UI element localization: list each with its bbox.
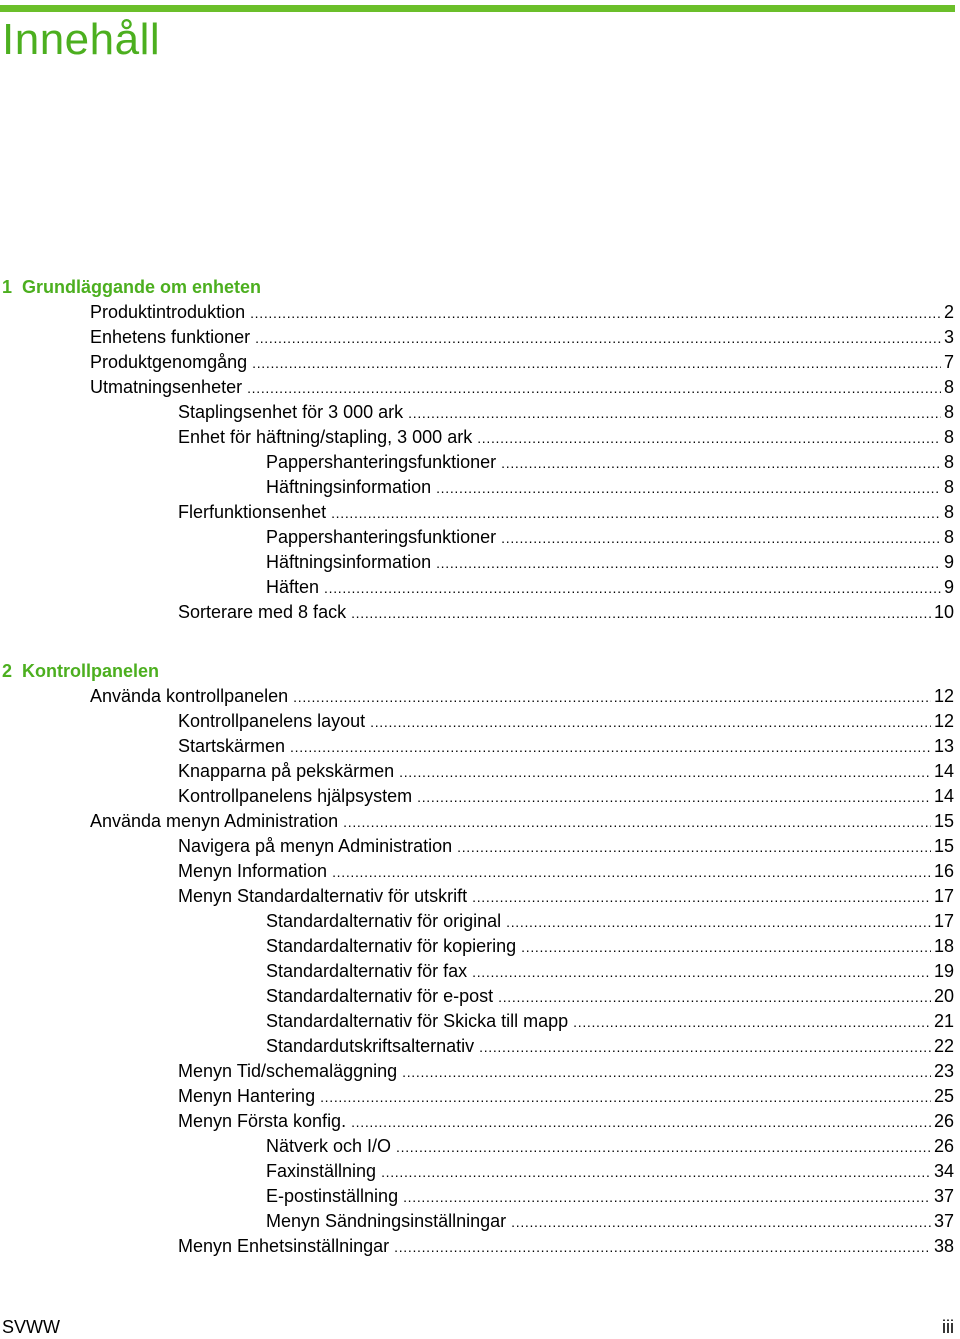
toc-entry-page: 22 bbox=[933, 1036, 954, 1056]
toc-entry-label: Kontrollpanelens layout bbox=[178, 711, 366, 731]
toc-entry-label: Häften bbox=[266, 577, 320, 597]
toc-entry-page: 18 bbox=[933, 936, 954, 956]
toc-entry[interactable] bbox=[0, 884, 954, 909]
dot-leader bbox=[332, 860, 931, 885]
toc-entry[interactable] bbox=[0, 350, 954, 375]
toc-entry-page: 23 bbox=[933, 1061, 954, 1081]
toc-entry-page: 14 bbox=[933, 761, 954, 781]
dot-leader bbox=[506, 910, 931, 935]
toc-entry-label: Använda kontrollpanelen bbox=[90, 686, 289, 706]
dot-leader bbox=[511, 1210, 931, 1235]
toc-entry[interactable] bbox=[0, 834, 954, 859]
toc-entry[interactable] bbox=[0, 709, 954, 734]
toc-entry-label: Menyn Information bbox=[178, 861, 328, 881]
toc-entry-page: 8 bbox=[943, 527, 954, 547]
toc-entry[interactable] bbox=[0, 1184, 954, 1209]
toc-entry-label: Produktintroduktion bbox=[90, 302, 246, 322]
toc-entry-label: Standardalternativ för e-post bbox=[266, 986, 494, 1006]
dot-leader bbox=[436, 551, 941, 576]
toc-entry-label: Menyn Sändningsinställningar bbox=[266, 1211, 507, 1231]
dot-leader bbox=[573, 1010, 931, 1035]
dot-leader bbox=[501, 526, 941, 551]
toc-entry-label: Menyn Enhetsinställningar bbox=[178, 1236, 390, 1256]
toc-entry[interactable] bbox=[0, 450, 954, 475]
toc-entry-page: 15 bbox=[933, 811, 954, 831]
chapter-title: Kontrollpanelen bbox=[22, 661, 160, 681]
toc-entry-label: Nätverk och I/O bbox=[266, 1136, 392, 1156]
toc-entry[interactable] bbox=[0, 784, 954, 809]
toc-entry-label: Använda menyn Administration bbox=[90, 811, 339, 831]
toc-entry-label: Knapparna på pekskärmen bbox=[178, 761, 395, 781]
dot-leader bbox=[247, 376, 941, 401]
dot-leader bbox=[381, 1160, 931, 1185]
toc-entry-page: 17 bbox=[933, 911, 954, 931]
toc-entry-page: 19 bbox=[933, 961, 954, 981]
toc-entry[interactable] bbox=[0, 300, 954, 325]
toc-entry[interactable] bbox=[0, 375, 954, 400]
table-of-contents bbox=[0, 275, 954, 1259]
footer-left: SVWW bbox=[2, 1317, 60, 1337]
toc-entry[interactable] bbox=[0, 1209, 954, 1234]
dot-leader bbox=[370, 710, 931, 735]
chapter-number: 2 bbox=[2, 661, 13, 681]
toc-entry[interactable] bbox=[0, 600, 954, 625]
toc-entry-label: Flerfunktionsenhet bbox=[178, 502, 327, 522]
toc-entry-label: Startskärmen bbox=[178, 736, 286, 756]
toc-entry[interactable] bbox=[0, 984, 954, 1009]
chapter-heading[interactable] bbox=[0, 659, 954, 684]
toc-entry[interactable] bbox=[0, 575, 954, 600]
toc-entry-label: Standardutskriftsalternativ bbox=[266, 1036, 475, 1056]
dot-leader bbox=[477, 426, 941, 451]
toc-entry[interactable] bbox=[0, 809, 954, 834]
toc-entry-label: Staplingsenhet för 3 000 ark bbox=[178, 402, 404, 422]
dot-leader bbox=[252, 351, 941, 376]
toc-entry[interactable] bbox=[0, 1009, 954, 1034]
toc-entry-label: Enhetens funktioner bbox=[90, 327, 251, 347]
toc-entry-label: E-postinställning bbox=[266, 1186, 399, 1206]
dot-leader bbox=[250, 301, 941, 326]
toc-entry[interactable] bbox=[0, 734, 954, 759]
page-number: iii bbox=[942, 1317, 954, 1337]
dot-leader bbox=[293, 685, 931, 710]
toc-entry[interactable] bbox=[0, 400, 954, 425]
toc-entry-label: Produktgenomgång bbox=[90, 352, 248, 372]
chapter-title: Grundläggande om enheten bbox=[22, 277, 262, 297]
dot-leader bbox=[479, 1035, 931, 1060]
toc-entry-page: 8 bbox=[943, 452, 954, 472]
dot-leader bbox=[402, 1060, 931, 1085]
toc-entry[interactable] bbox=[0, 959, 954, 984]
toc-entry-label: Sorterare med 8 fack bbox=[178, 602, 347, 622]
toc-entry[interactable] bbox=[0, 909, 954, 934]
toc-entry-page: 9 bbox=[943, 577, 954, 597]
dot-leader bbox=[396, 1135, 931, 1160]
toc-entry-page: 8 bbox=[943, 502, 954, 522]
toc-entry-page: 12 bbox=[933, 711, 954, 731]
toc-entry-label: Häftningsinformation bbox=[266, 477, 432, 497]
chapter-number: 1 bbox=[2, 277, 13, 297]
toc-entry-page: 38 bbox=[933, 1236, 954, 1256]
dot-leader bbox=[290, 735, 931, 760]
toc-entry-page: 8 bbox=[943, 377, 954, 397]
dot-leader bbox=[521, 935, 931, 960]
dot-leader bbox=[417, 785, 931, 810]
toc-entry[interactable] bbox=[0, 1034, 954, 1059]
dot-leader bbox=[351, 601, 931, 626]
dot-leader bbox=[472, 960, 931, 985]
toc-entry-label: Pappershanteringsfunktioner bbox=[266, 527, 497, 547]
dot-leader bbox=[351, 1110, 931, 1135]
toc-entry[interactable] bbox=[0, 859, 954, 884]
dot-leader bbox=[472, 885, 931, 910]
toc-entry-page: 26 bbox=[933, 1111, 954, 1131]
toc-entry-page: 9 bbox=[943, 552, 954, 572]
toc-entry-page: 25 bbox=[933, 1086, 954, 1106]
toc-entry-label: Enhet för häftning/stapling, 3 000 ark bbox=[178, 427, 473, 447]
toc-entry-label: Pappershanteringsfunktioner bbox=[266, 452, 497, 472]
toc-entry[interactable] bbox=[0, 1084, 954, 1109]
top-rule bbox=[0, 5, 955, 12]
chapter-gap bbox=[0, 625, 954, 659]
dot-leader bbox=[324, 576, 941, 601]
toc-entry-label: Kontrollpanelens hjälpsystem bbox=[178, 786, 413, 806]
toc-entry-page: 8 bbox=[943, 402, 954, 422]
toc-entry-page: 16 bbox=[933, 861, 954, 881]
toc-entry[interactable] bbox=[0, 934, 954, 959]
toc-entry-page: 7 bbox=[943, 352, 954, 372]
toc-entry-page: 14 bbox=[933, 786, 954, 806]
toc-entry-label: Standardalternativ för original bbox=[266, 911, 502, 931]
toc-entry-page: 15 bbox=[933, 836, 954, 856]
toc-entry[interactable] bbox=[0, 1159, 954, 1184]
dot-leader bbox=[498, 985, 931, 1010]
toc-entry[interactable] bbox=[0, 550, 954, 575]
toc-entry[interactable] bbox=[0, 425, 954, 450]
toc-entry[interactable] bbox=[0, 475, 954, 500]
toc-entry[interactable] bbox=[0, 525, 954, 550]
chapter-heading[interactable] bbox=[0, 275, 954, 300]
dot-leader bbox=[394, 1235, 931, 1260]
toc-entry-page: 21 bbox=[933, 1011, 954, 1031]
toc-entry-page: 3 bbox=[943, 327, 954, 347]
dot-leader bbox=[320, 1085, 931, 1110]
toc-entry-page: 37 bbox=[933, 1186, 954, 1206]
toc-entry-page: 17 bbox=[933, 886, 954, 906]
toc-entry[interactable] bbox=[0, 759, 954, 784]
dot-leader bbox=[331, 501, 941, 526]
toc-entry-page: 8 bbox=[943, 427, 954, 447]
toc-entry-label: Standardalternativ för kopiering bbox=[266, 936, 517, 956]
toc-entry-page: 37 bbox=[933, 1211, 954, 1231]
toc-entry[interactable] bbox=[0, 1109, 954, 1134]
toc-entry[interactable] bbox=[0, 1134, 954, 1159]
toc-entry-label: Standardalternativ för Skicka till mapp bbox=[266, 1011, 569, 1031]
dot-leader bbox=[408, 401, 941, 426]
dot-leader bbox=[457, 835, 931, 860]
toc-entry-label: Menyn Tid/schemaläggning bbox=[178, 1061, 398, 1081]
dot-leader bbox=[403, 1185, 931, 1210]
toc-entry-page: 2 bbox=[943, 302, 954, 322]
toc-entry-page: 12 bbox=[933, 686, 954, 706]
toc-entry-label: Häftningsinformation bbox=[266, 552, 432, 572]
toc-entry[interactable] bbox=[0, 684, 954, 709]
toc-entry[interactable] bbox=[0, 1234, 954, 1259]
dot-leader bbox=[501, 451, 941, 476]
dot-leader bbox=[255, 326, 941, 351]
dot-leader bbox=[343, 810, 931, 835]
toc-entry-page: 20 bbox=[933, 986, 954, 1006]
toc-entry-label: Menyn Första konfig. bbox=[178, 1111, 347, 1131]
toc-entry[interactable] bbox=[0, 1059, 954, 1084]
dot-leader bbox=[399, 760, 931, 785]
toc-entry-page: 10 bbox=[933, 602, 954, 622]
toc-entry-page: 8 bbox=[943, 477, 954, 497]
toc-entry-label: Menyn Hantering bbox=[178, 1086, 316, 1106]
page-title: Innehåll bbox=[2, 15, 161, 64]
toc-entry-page: 26 bbox=[933, 1136, 954, 1156]
toc-entry-page: 34 bbox=[933, 1161, 954, 1181]
toc-entry[interactable] bbox=[0, 500, 954, 525]
toc-entry-label: Standardalternativ för fax bbox=[266, 961, 468, 981]
toc-entry-label: Faxinställning bbox=[266, 1161, 377, 1181]
toc-entry-label: Navigera på menyn Administration bbox=[178, 836, 453, 856]
dot-leader bbox=[436, 476, 941, 501]
toc-entry-label: Menyn Standardalternativ för utskrift bbox=[178, 886, 468, 906]
toc-entry-label: Utmatningsenheter bbox=[90, 377, 243, 397]
toc-entry[interactable] bbox=[0, 325, 954, 350]
toc-entry-page: 13 bbox=[933, 736, 954, 756]
